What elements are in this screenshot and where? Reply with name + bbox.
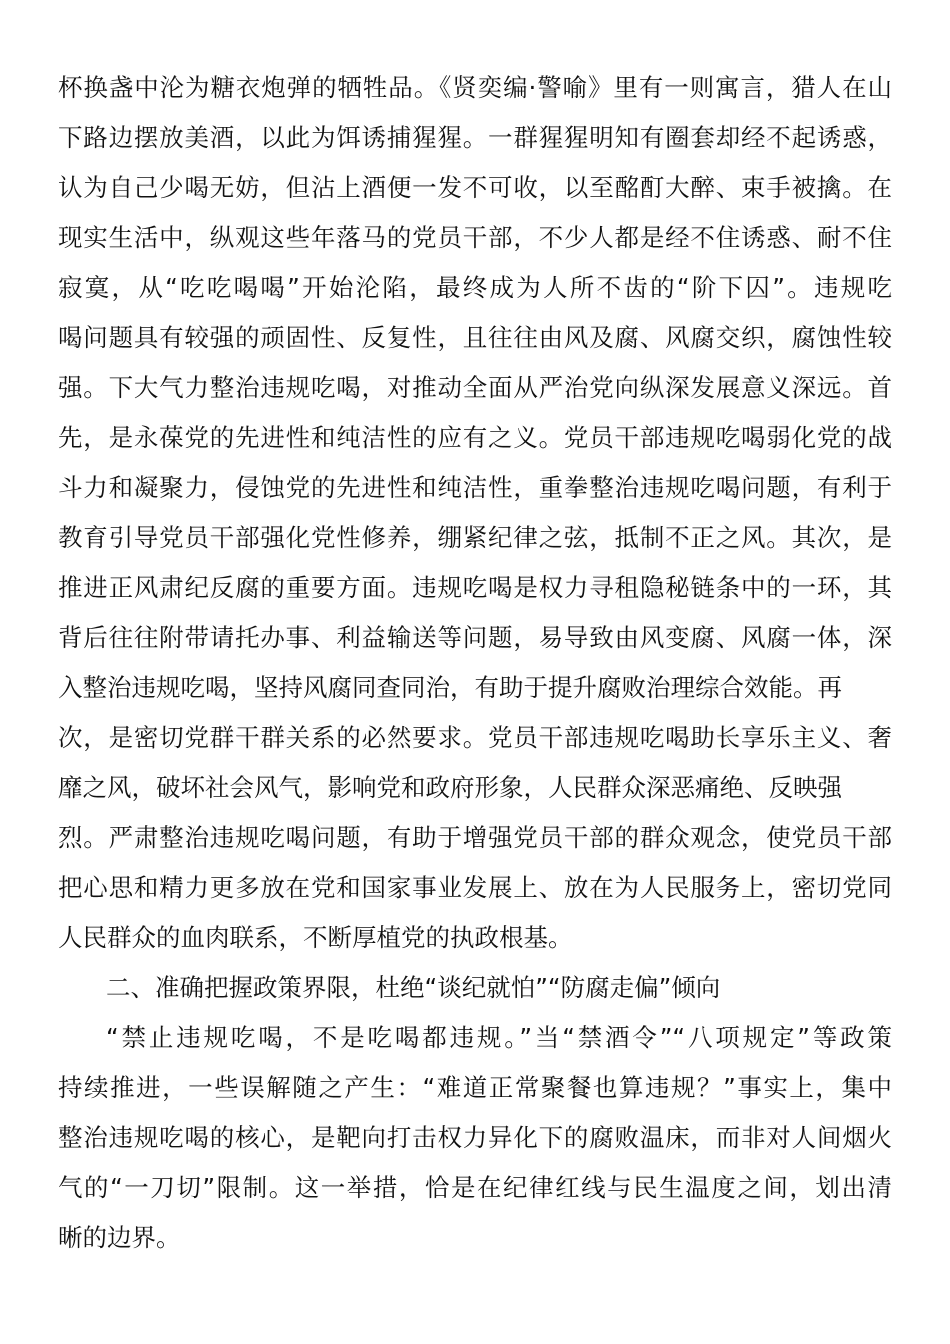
paragraph-2-line-2: 持续推进，一些误解随之产生：“难道正常聚餐也算违规？”事实上，集中 <box>58 1073 892 1102</box>
paragraph-1-line-6: 喝问题具有较强的顽固性、反复性，且往往由风及腐、风腐交织，腐蚀性较 <box>58 323 892 352</box>
paragraph-1-line-8: 先，是永葆党的先进性和纯洁性的应有之义。党员干部违规吃喝弱化党的战 <box>58 423 892 452</box>
paragraph-1-line-17: 把心思和精力更多放在党和国家事业发展上、放在为人民服务上，密切党同 <box>58 873 892 902</box>
paragraph-1-line-4: 现实生活中，纵观这些年落马的党员干部，不少人都是经不住诱惑、耐不住 <box>58 223 892 252</box>
paragraph-1-line-16: 烈。严肃整治违规吃喝问题，有助于增强党员干部的群众观念，使党员干部 <box>58 823 892 852</box>
paragraph-1-line-13: 入整治违规吃喝，坚持风腐同查同治，有助于提升腐败治理综合效能。再 <box>58 673 842 702</box>
paragraph-1-line-18: 人民群众的血肉联系，不断厚植党的执政根基。 <box>58 923 573 952</box>
paragraph-1-line-1: 杯换盏中沦为糖衣炮弹的牺牲品。《贤奕编·警喻》里有一则寓言，猎人在山 <box>58 73 892 102</box>
paragraph-2-line-5: 晰的边界。 <box>58 1223 181 1252</box>
paragraph-1-line-9: 斗力和凝聚力，侵蚀党的先进性和纯洁性，重拳整治违规吃喝问题，有利于 <box>58 473 892 502</box>
paragraph-1-line-14: 次，是密切党群干群关系的必然要求。党员干部违规吃喝助长享乐主义、奢 <box>58 723 892 752</box>
paragraph-1-line-2: 下路边摆放美酒，以此为饵诱捕猩猩。一群猩猩明知有圈套却经不起诱惑， <box>58 123 892 152</box>
paragraph-2-line-4: 气的“一刀切”限制。这一举措，恰是在纪律红线与民生温度之间，划出清 <box>58 1173 892 1202</box>
paragraph-1-line-3: 认为自己少喝无妨，但沾上酒便一发不可收，以至酩酊大醉、束手被擒。在 <box>58 173 892 202</box>
paragraph-2-line-3: 整治违规吃喝的核心，是靶向打击权力异化下的腐败温床，而非对人间烟火 <box>58 1123 892 1152</box>
paragraph-1-line-12: 背后往往附带请托办事、利益输送等问题，易导致由风变腐、风腐一体，深 <box>58 623 892 652</box>
paragraph-1-line-10: 教育引导党员干部强化党性修养，绷紧纪律之弦，抵制不正之风。其次，是 <box>58 523 892 552</box>
paragraph-1-line-7: 强。下大气力整治违规吃喝，对推动全面从严治党向纵深发展意义深远。首 <box>58 373 892 402</box>
paragraph-1-line-5: 寂寞，从“吃吃喝喝”开始沦陷，最终成为人所不齿的“阶下囚”。违规吃 <box>58 273 892 302</box>
paragraph-2-line-1: “禁止违规吃喝，不是吃喝都违规。”当“禁酒令”“八项规定”等政策 <box>106 1023 892 1052</box>
paragraph-1-line-11: 推进正风肃纪反腐的重要方面。违规吃喝是权力寻租隐秘链条中的一环，其 <box>58 573 892 602</box>
section-heading: 二、准确把握政策界限，杜绝“谈纪就怕”“防腐走偏”倾向 <box>106 973 721 1002</box>
paragraph-1-line-15: 靡之风，破坏社会风气，影响党和政府形象，人民群众深恶痛绝、反映强 <box>58 773 842 802</box>
